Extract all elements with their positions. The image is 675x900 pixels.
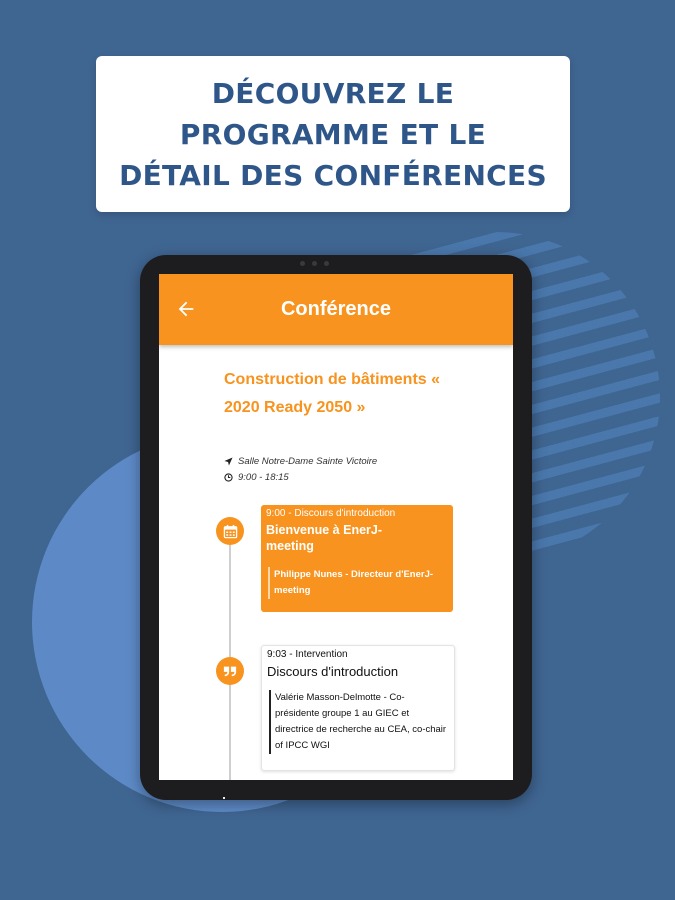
app-screen [159,274,513,780]
quote-icon [223,664,237,678]
headline-text: DÉCOUVREZ LE PROGRAMME ET LE DÉTAIL DES CONFÉRENCES [119,76,547,192]
session-speaker: Philippe Nunes - Directeur d'EnerJ-meeting [268,567,439,599]
session-title: Bienvenue à EnerJ-meeting [266,523,383,553]
session-speaker: Valérie Masson-Delmotte - Co-présidente groupe 1 au GIEC et directrice de recherche au CEA, co-chair of IPCC WGI [269,690,447,754]
headline-card [96,56,570,212]
conference-location [224,456,377,467]
session-title: Discours d'introduction [267,664,399,679]
location-arrow-icon [224,457,233,466]
app-bar [159,274,513,345]
calendar-icon [223,524,238,539]
tablet-device [140,255,532,800]
location-text: Salle Notre-Dame Sainte Victoire [238,456,378,467]
session-time: 9:00 - Discours d'introduction [266,508,396,519]
app-bar-title: Conférence [280,298,392,320]
time-text: 9:00 - 18:15 [238,472,289,483]
timeline-node-2 [216,657,244,685]
session-card-1[interactable] [261,505,453,612]
tablet-camera [312,261,317,266]
clock-icon [224,473,233,482]
session-card-2[interactable] [261,645,455,771]
timeline-line [229,524,231,780]
conference-time [224,472,289,483]
conference-title: Construction de bâtiments « 2020 Ready 2050 » [224,371,441,416]
decorative-dot [223,797,225,799]
tablet-sensor [324,261,329,266]
timeline-node-1 [216,517,244,545]
session-time: 9:03 - Intervention [267,649,348,660]
tablet-sensor [300,261,305,266]
